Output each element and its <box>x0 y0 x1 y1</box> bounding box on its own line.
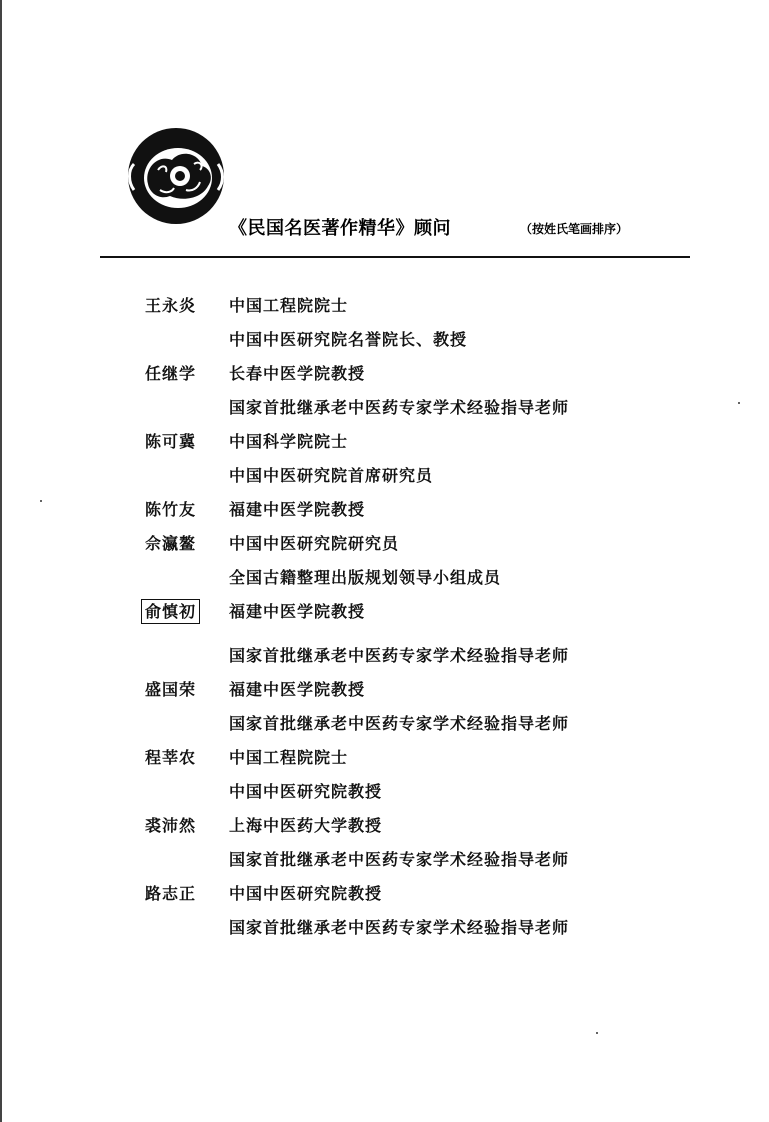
advisor-title: 中国工程院院士 <box>229 296 349 315</box>
advisor-title: 中国中医研究院首席研究员 <box>229 466 434 485</box>
advisor-name: 裘沛然 <box>145 816 197 835</box>
advisor-title: 福建中医学院教授 <box>229 500 366 519</box>
advisor-name: 陈可冀 <box>145 432 197 451</box>
advisor-name: 陈竹友 <box>145 500 197 519</box>
advisor-title: 国家首批继承老中医药专家学术经验指导老师 <box>229 714 570 733</box>
advisor-title: 中国工程院院士 <box>229 748 349 767</box>
advisor-name: 任继学 <box>145 364 197 383</box>
advisor-name: 盛国荣 <box>145 680 197 699</box>
advisor-title: 长春中医学院教授 <box>229 364 366 383</box>
advisor-title: 国家首批继承老中医药专家学术经验指导老师 <box>229 398 570 417</box>
advisor-title: 国家首批继承老中医药专家学术经验指导老师 <box>229 918 570 937</box>
sort-note: （按姓氏笔画排序） <box>520 222 629 236</box>
page-title: 《民国名医著作精华》顾问 <box>229 218 451 239</box>
advisor-title: 中国中医研究院研究员 <box>229 534 400 553</box>
advisor-title: 中国中医研究院名誉院长、教授 <box>229 330 468 349</box>
advisor-name: 佘瀛鳌 <box>145 534 197 553</box>
advisor-title: 国家首批继承老中医药专家学术经验指导老师 <box>229 850 570 869</box>
advisor-title: 福建中医学院教授 <box>229 680 366 699</box>
advisor-name: 路志正 <box>145 884 197 903</box>
advisor-name: 俞慎初 <box>141 599 200 624</box>
advisor-title: 国家首批继承老中医药专家学术经验指导老师 <box>229 646 570 665</box>
advisor-title: 全国古籍整理出版规划领导小组成员 <box>229 568 502 587</box>
advisor-name: 程莘农 <box>145 748 197 767</box>
advisor-title: 福建中医学院教授 <box>229 602 366 621</box>
advisor-title: 上海中医药大学教授 <box>229 816 383 835</box>
advisor-title: 中国中医研究院教授 <box>229 782 383 801</box>
advisor-name: 王永炎 <box>145 296 197 315</box>
advisor-title: 中国中医研究院教授 <box>229 884 383 903</box>
advisor-title: 中国科学院院士 <box>229 432 349 451</box>
